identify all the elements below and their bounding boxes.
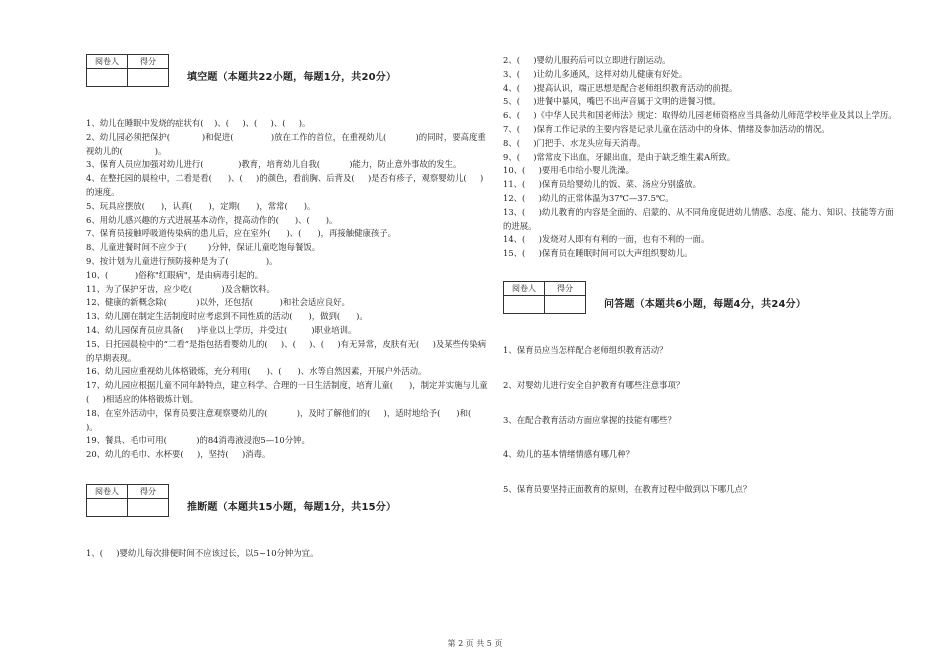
question-item: 5、玩具应摆放( )，认真( )，定期( )，常常( )。 bbox=[86, 200, 316, 211]
question-item: 2、( )婴幼儿服药后可以立即进行剧运动。 bbox=[503, 55, 671, 65]
question-item: 5、保育员要坚持正面教育的原则，在教育过程中做到以下哪几点？ bbox=[503, 484, 752, 495]
true-false-header bbox=[86, 484, 489, 517]
true-false-title: 推断题（本题共15小题，每题1分，共15分） bbox=[187, 501, 397, 513]
question-item: 3、在配合教育活动方面应掌握的技能有哪些？ bbox=[503, 414, 676, 425]
score-cell[interactable] bbox=[545, 295, 586, 313]
question-item: 5、( )进餐中暴风，嘴巴不出声音属于文明的进餐习惯。 bbox=[503, 96, 721, 107]
question-item: 4、( )提高认识，端正思想是配合老师组织教育活动的前提。 bbox=[503, 82, 738, 93]
question-item: 6、( )《中华人民共和国老师法》规定：取得幼儿园老师资格应当具备幼儿师范学校毕业及其以上学历。 bbox=[503, 110, 897, 121]
reviewer-label: 阅卷人 bbox=[87, 55, 128, 69]
question-item: 7、( )保育工作记录的主要内容是记录儿童在活动中的身体、情绪及参加活动的情况。 bbox=[503, 123, 830, 134]
question-item: 9、( )常常皮下出血，牙龈出血，是由于缺乏维生素A所致。 bbox=[503, 151, 736, 162]
question-item: 9、按计划为儿童进行预防接种是为了( )。 bbox=[86, 255, 278, 266]
question-item: 2、幼儿园必须把保护( )和促进( )放在工作的首位，在重视幼儿( )的同时，要高度重视幼儿的( )。 bbox=[86, 131, 486, 156]
question-item: 1、( )婴幼儿每次排便时间不应该过长，以5~10分钟为宜。 bbox=[86, 547, 319, 558]
reviewer-cell[interactable] bbox=[87, 498, 128, 516]
reviewer-cell[interactable] bbox=[504, 295, 545, 313]
left-column bbox=[86, 54, 489, 561]
question-item: 15、( )保育员在睡眠时间可以大声组织婴幼儿。 bbox=[503, 248, 693, 259]
question-item: 10、( )俗称"红眼病"，是由病毒引起的。 bbox=[86, 269, 264, 280]
question-item: 4、幼儿的基本情绪情感有哪几种？ bbox=[503, 449, 634, 460]
reviewer-cell[interactable] bbox=[87, 69, 128, 87]
question-item: 17、幼儿园应根据儿童不同年龄特点，建立科学、合理的一日生活制度，培育儿童( )，制定并实施与儿童( )相适应的体格锻炼计划。 bbox=[86, 380, 488, 404]
question-item: 15、日托园晨检中的“二看”是指包括看婴幼儿的( )、( )、( )有无异常，皮肤有无( )及某些传染病的早期表现。 bbox=[86, 338, 487, 363]
question-item: 10、( )要用毛巾给小婴儿洗澡。 bbox=[503, 165, 635, 176]
question-item: 1、幼儿在睡眠中发烧的症状有( )、( )、( )、( )。 bbox=[86, 118, 311, 128]
question-item: 14、幼儿园保育员应具备( )毕业以上学历，并受过( )职业培训。 bbox=[86, 324, 357, 335]
question-item: 19、餐具、毛巾可用( )的84消毒液浸泡5—10分钟。 bbox=[86, 435, 310, 446]
fill-blank-title: 填空题（本题共22小题，每题1分，共20分） bbox=[187, 72, 397, 83]
question-item: 11、为了保护牙齿，应少吃( )及含糖饮料。 bbox=[86, 283, 275, 294]
question-item: 1、保育员应当怎样配合老师组织教育活动？ bbox=[503, 344, 668, 355]
essay-list bbox=[503, 344, 900, 497]
question-item: 4、在整托园的晨检中，二看是看( )、( )的颜色，看前胸、后背及( )是否有疹子，观察婴幼儿( )的速度。 bbox=[86, 173, 484, 197]
score-box bbox=[86, 54, 169, 87]
question-item: 2、对婴幼儿进行安全自护教育有哪些注意事项？ bbox=[503, 379, 685, 390]
score-box bbox=[86, 484, 169, 517]
essay-header bbox=[503, 281, 900, 314]
question-item: 16、幼儿园应重视幼儿体格锻炼，充分利用( )、( )、水等自然因素，开展户外活动。 bbox=[86, 366, 427, 377]
page-footer: 第 2 页 共 5 页 bbox=[447, 639, 503, 648]
question-item: 6、用幼儿感兴趣的方式进展基本动作，提高动作的( )、( )。 bbox=[86, 214, 338, 225]
reviewer-label: 阅卷人 bbox=[87, 484, 128, 498]
score-label: 得分 bbox=[545, 281, 586, 295]
question-item: 20、幼儿的毛巾、水杯要( )，坚持( )消毒。 bbox=[86, 449, 271, 460]
question-item: 3、保育人员应加强对幼儿进行( )教育，培育幼儿自我( )能力，防止意外事故的发生。 bbox=[86, 159, 462, 170]
true-false-list-left bbox=[86, 547, 489, 561]
question-item: 11、( )保育员给婴幼儿的饭、菜、汤应分别盛放。 bbox=[503, 179, 702, 190]
question-item: 8、儿童进餐时间不应少于( )分钟，保证儿童吃饱每餐饭。 bbox=[86, 242, 321, 253]
question-item: 7、保育员接触呼吸道传染病的患儿后，应在室外( )、( )，再接触健康孩子。 bbox=[86, 228, 396, 239]
score-cell[interactable] bbox=[128, 498, 169, 516]
question-item: 13、( )幼儿教育的内容是全面的、启蒙的、从不同角度促进幼儿情感、态度、能力、知识、技能等方面的进展。 bbox=[503, 206, 894, 231]
question-item: 12、健康的新概念除( )以外，还包括( )和社会适应良好。 bbox=[86, 297, 350, 308]
fill-blank-list bbox=[86, 117, 489, 462]
question-item: 3、( )让幼儿多通风，这样对幼儿健康有好处。 bbox=[503, 68, 688, 79]
question-item: 18、在室外活动中，保育员要注意观察婴幼儿的( )，及时了解他们的( )，适时地给予( )和( )。 bbox=[86, 407, 485, 432]
essay-title: 问答题（本题共6小题，每题4分，共24分） bbox=[604, 298, 807, 310]
question-item: 8、( )门把手、水龙头应每天消毒。 bbox=[503, 137, 646, 148]
question-item: 12、( )幼儿的正常体温为37℃—37.5℃。 bbox=[503, 192, 674, 203]
reviewer-label: 阅卷人 bbox=[504, 281, 545, 295]
score-box bbox=[503, 281, 586, 314]
question-item: 13、幼儿園在制定生活制度时应考虑到不同性质的活动( )，做到( )。 bbox=[86, 311, 368, 322]
score-label: 得分 bbox=[128, 484, 169, 498]
score-cell[interactable] bbox=[128, 69, 169, 87]
score-label: 得分 bbox=[128, 55, 169, 69]
question-item: 14、( )发烧对人即有有利的一面，也有不利的一面。 bbox=[503, 234, 710, 245]
true-false-list-right bbox=[503, 54, 900, 261]
right-column bbox=[503, 54, 900, 518]
fill-blank-header bbox=[86, 54, 489, 87]
